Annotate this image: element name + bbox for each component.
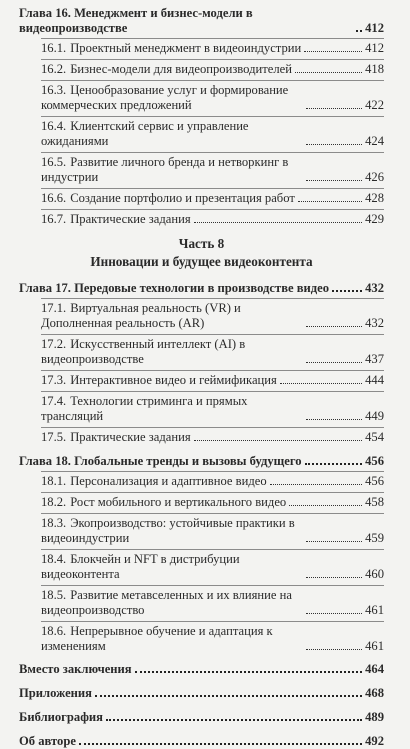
dot-leader <box>79 743 362 745</box>
section-title: 16.3. Ценообразование услуг и формирование коммерческих предложений <box>41 83 289 112</box>
appendices-entry[interactable] <box>19 686 384 701</box>
section-entry[interactable] <box>19 212 384 227</box>
page-number: 412 <box>365 41 384 55</box>
section-title: 18.6. Непрерывное обучение и адаптация к изменениям <box>41 624 273 653</box>
section-entry[interactable] <box>19 624 384 654</box>
dot-leader <box>306 613 362 614</box>
chapter-title: Глава 18. Глобальные тренды и вызовы будущего <box>19 454 302 468</box>
section-title: 17.5. Практические задания <box>41 430 191 444</box>
dot-leader <box>304 51 362 52</box>
section-entry[interactable] <box>19 41 384 56</box>
divider <box>41 38 384 39</box>
divider <box>41 621 384 622</box>
section-entry[interactable] <box>19 588 384 618</box>
chapter-title: Глава 16. Менеджмент и бизнес-модели в видеопроизводстве <box>19 6 253 35</box>
divider <box>41 471 384 472</box>
section-title: 16.4. Клиентский сервис и управление ожиданиями <box>41 119 249 148</box>
about-author-entry[interactable] <box>19 734 384 749</box>
page-number: 418 <box>365 62 384 76</box>
section-title: 18.3. Экопроизводство: устойчивые практики в видеоиндустрии <box>41 516 295 545</box>
chapter-title: Библиография <box>19 710 103 724</box>
section-entry[interactable] <box>19 301 384 331</box>
page-number: 456 <box>365 454 384 468</box>
chapter-16-entry[interactable] <box>19 6 384 36</box>
divider <box>41 80 384 81</box>
dot-leader <box>306 541 362 542</box>
dot-leader <box>306 180 362 181</box>
part-label: Часть 8 <box>178 236 225 251</box>
section-title: 18.5. Развитие метавселенных и их влияние на видеопроизводство <box>41 588 292 617</box>
page-number: 428 <box>365 191 384 205</box>
section-title: 17.1. Виртуальная реальность (VR) и Дополненная реальность (AR) <box>41 301 241 330</box>
page-number: 460 <box>365 567 384 581</box>
section-entry[interactable] <box>19 83 384 113</box>
section-title: 16.5. Развитие личного бренда и нетворкинг в индустрии <box>41 155 289 184</box>
section-entry[interactable] <box>19 552 384 582</box>
section-title: 16.7. Практические задания <box>41 212 191 226</box>
dot-leader <box>306 419 362 420</box>
section-title: 16.2. Бизнес-модели для видеопроизводителей <box>41 62 292 76</box>
part-title: Инновации и будущее видеоконтента <box>90 254 313 269</box>
section-entry[interactable] <box>19 62 384 77</box>
section-title: 18.4. Блокчейн и NFT в дистрибуции видеоконтента <box>41 552 240 581</box>
page-number: 412 <box>365 21 384 35</box>
section-entry[interactable] <box>19 516 384 546</box>
page-number: 468 <box>365 686 384 700</box>
divider <box>41 513 384 514</box>
page-number: 429 <box>365 212 384 226</box>
divider <box>41 152 384 153</box>
page-number: 461 <box>365 603 384 617</box>
section-entry[interactable] <box>19 337 384 367</box>
divider <box>41 334 384 335</box>
chapter-title: Вместо заключения <box>19 662 132 676</box>
conclusion-entry[interactable] <box>19 662 384 677</box>
dot-leader <box>306 362 362 363</box>
chapter-title: Глава 17. Передовые технологии в производстве видео <box>19 281 330 295</box>
divider <box>41 209 384 210</box>
dot-leader <box>306 649 362 650</box>
divider <box>41 585 384 586</box>
dot-leader <box>280 383 362 384</box>
page-number: 459 <box>365 531 384 545</box>
dot-leader <box>194 440 362 441</box>
dot-leader <box>295 72 362 73</box>
section-title: 17.2. Искусственный интеллект (AI) в видеопроизводстве <box>41 337 246 366</box>
dot-leader <box>194 222 362 223</box>
dot-leader <box>332 290 362 292</box>
page-number: 456 <box>365 474 384 488</box>
chapter-18-entry[interactable] <box>19 454 384 469</box>
dot-leader <box>135 671 362 673</box>
section-title: 17.3. Интерактивное видео и геймификация <box>41 373 277 387</box>
dot-leader <box>289 505 362 506</box>
dot-leader <box>356 30 362 32</box>
section-entry[interactable] <box>19 119 384 149</box>
chapter-title: Приложения <box>19 686 92 700</box>
page-number: 424 <box>365 134 384 148</box>
section-title: 17.4. Технологии стриминга и прямых трансляций <box>41 394 248 423</box>
page-number: 454 <box>365 430 384 444</box>
page-number: 464 <box>365 662 384 676</box>
page-number: 437 <box>365 352 384 366</box>
dot-leader <box>305 463 363 465</box>
page-number: 461 <box>365 639 384 653</box>
dot-leader <box>298 201 362 202</box>
dot-leader <box>306 108 362 109</box>
page-number: 432 <box>365 281 384 295</box>
section-title: 18.1. Персонализация и адаптивное видео <box>41 474 267 488</box>
page-number: 422 <box>365 98 384 112</box>
divider <box>41 370 384 371</box>
dot-leader <box>306 144 362 145</box>
divider <box>41 492 384 493</box>
page-number: 458 <box>365 495 384 509</box>
section-entry[interactable] <box>19 373 384 388</box>
page-number: 426 <box>365 170 384 184</box>
divider <box>41 116 384 117</box>
dot-leader <box>306 326 362 327</box>
dot-leader <box>306 577 362 578</box>
divider <box>41 188 384 189</box>
divider <box>41 59 384 60</box>
section-title: 16.6. Создание портфолио и презентация работ <box>41 191 295 205</box>
bibliography-entry[interactable] <box>19 710 384 725</box>
section-entry[interactable] <box>19 474 384 489</box>
page-number: 492 <box>365 734 384 748</box>
dot-leader <box>270 484 362 485</box>
divider <box>41 298 384 299</box>
page-number: 432 <box>365 316 384 330</box>
section-title: 18.2. Рост мобильного и вертикального видео <box>41 495 287 509</box>
section-entry[interactable] <box>19 495 384 510</box>
section-entry[interactable] <box>19 155 384 185</box>
section-entry[interactable] <box>19 191 384 206</box>
chapter-title: Об авторе <box>19 734 76 748</box>
page-number: 449 <box>365 409 384 423</box>
divider <box>41 391 384 392</box>
dot-leader <box>95 695 362 697</box>
dot-leader <box>106 719 362 721</box>
page-number: 489 <box>365 710 384 724</box>
chapter-17-entry[interactable] <box>19 281 384 296</box>
divider <box>41 549 384 550</box>
section-title: 16.1. Проектный менеджмент в видеоиндустрии <box>41 41 302 55</box>
section-entry[interactable] <box>19 430 384 445</box>
page-number: 444 <box>365 373 384 387</box>
section-entry[interactable] <box>19 394 384 424</box>
divider <box>41 427 384 428</box>
part-heading <box>19 236 384 270</box>
